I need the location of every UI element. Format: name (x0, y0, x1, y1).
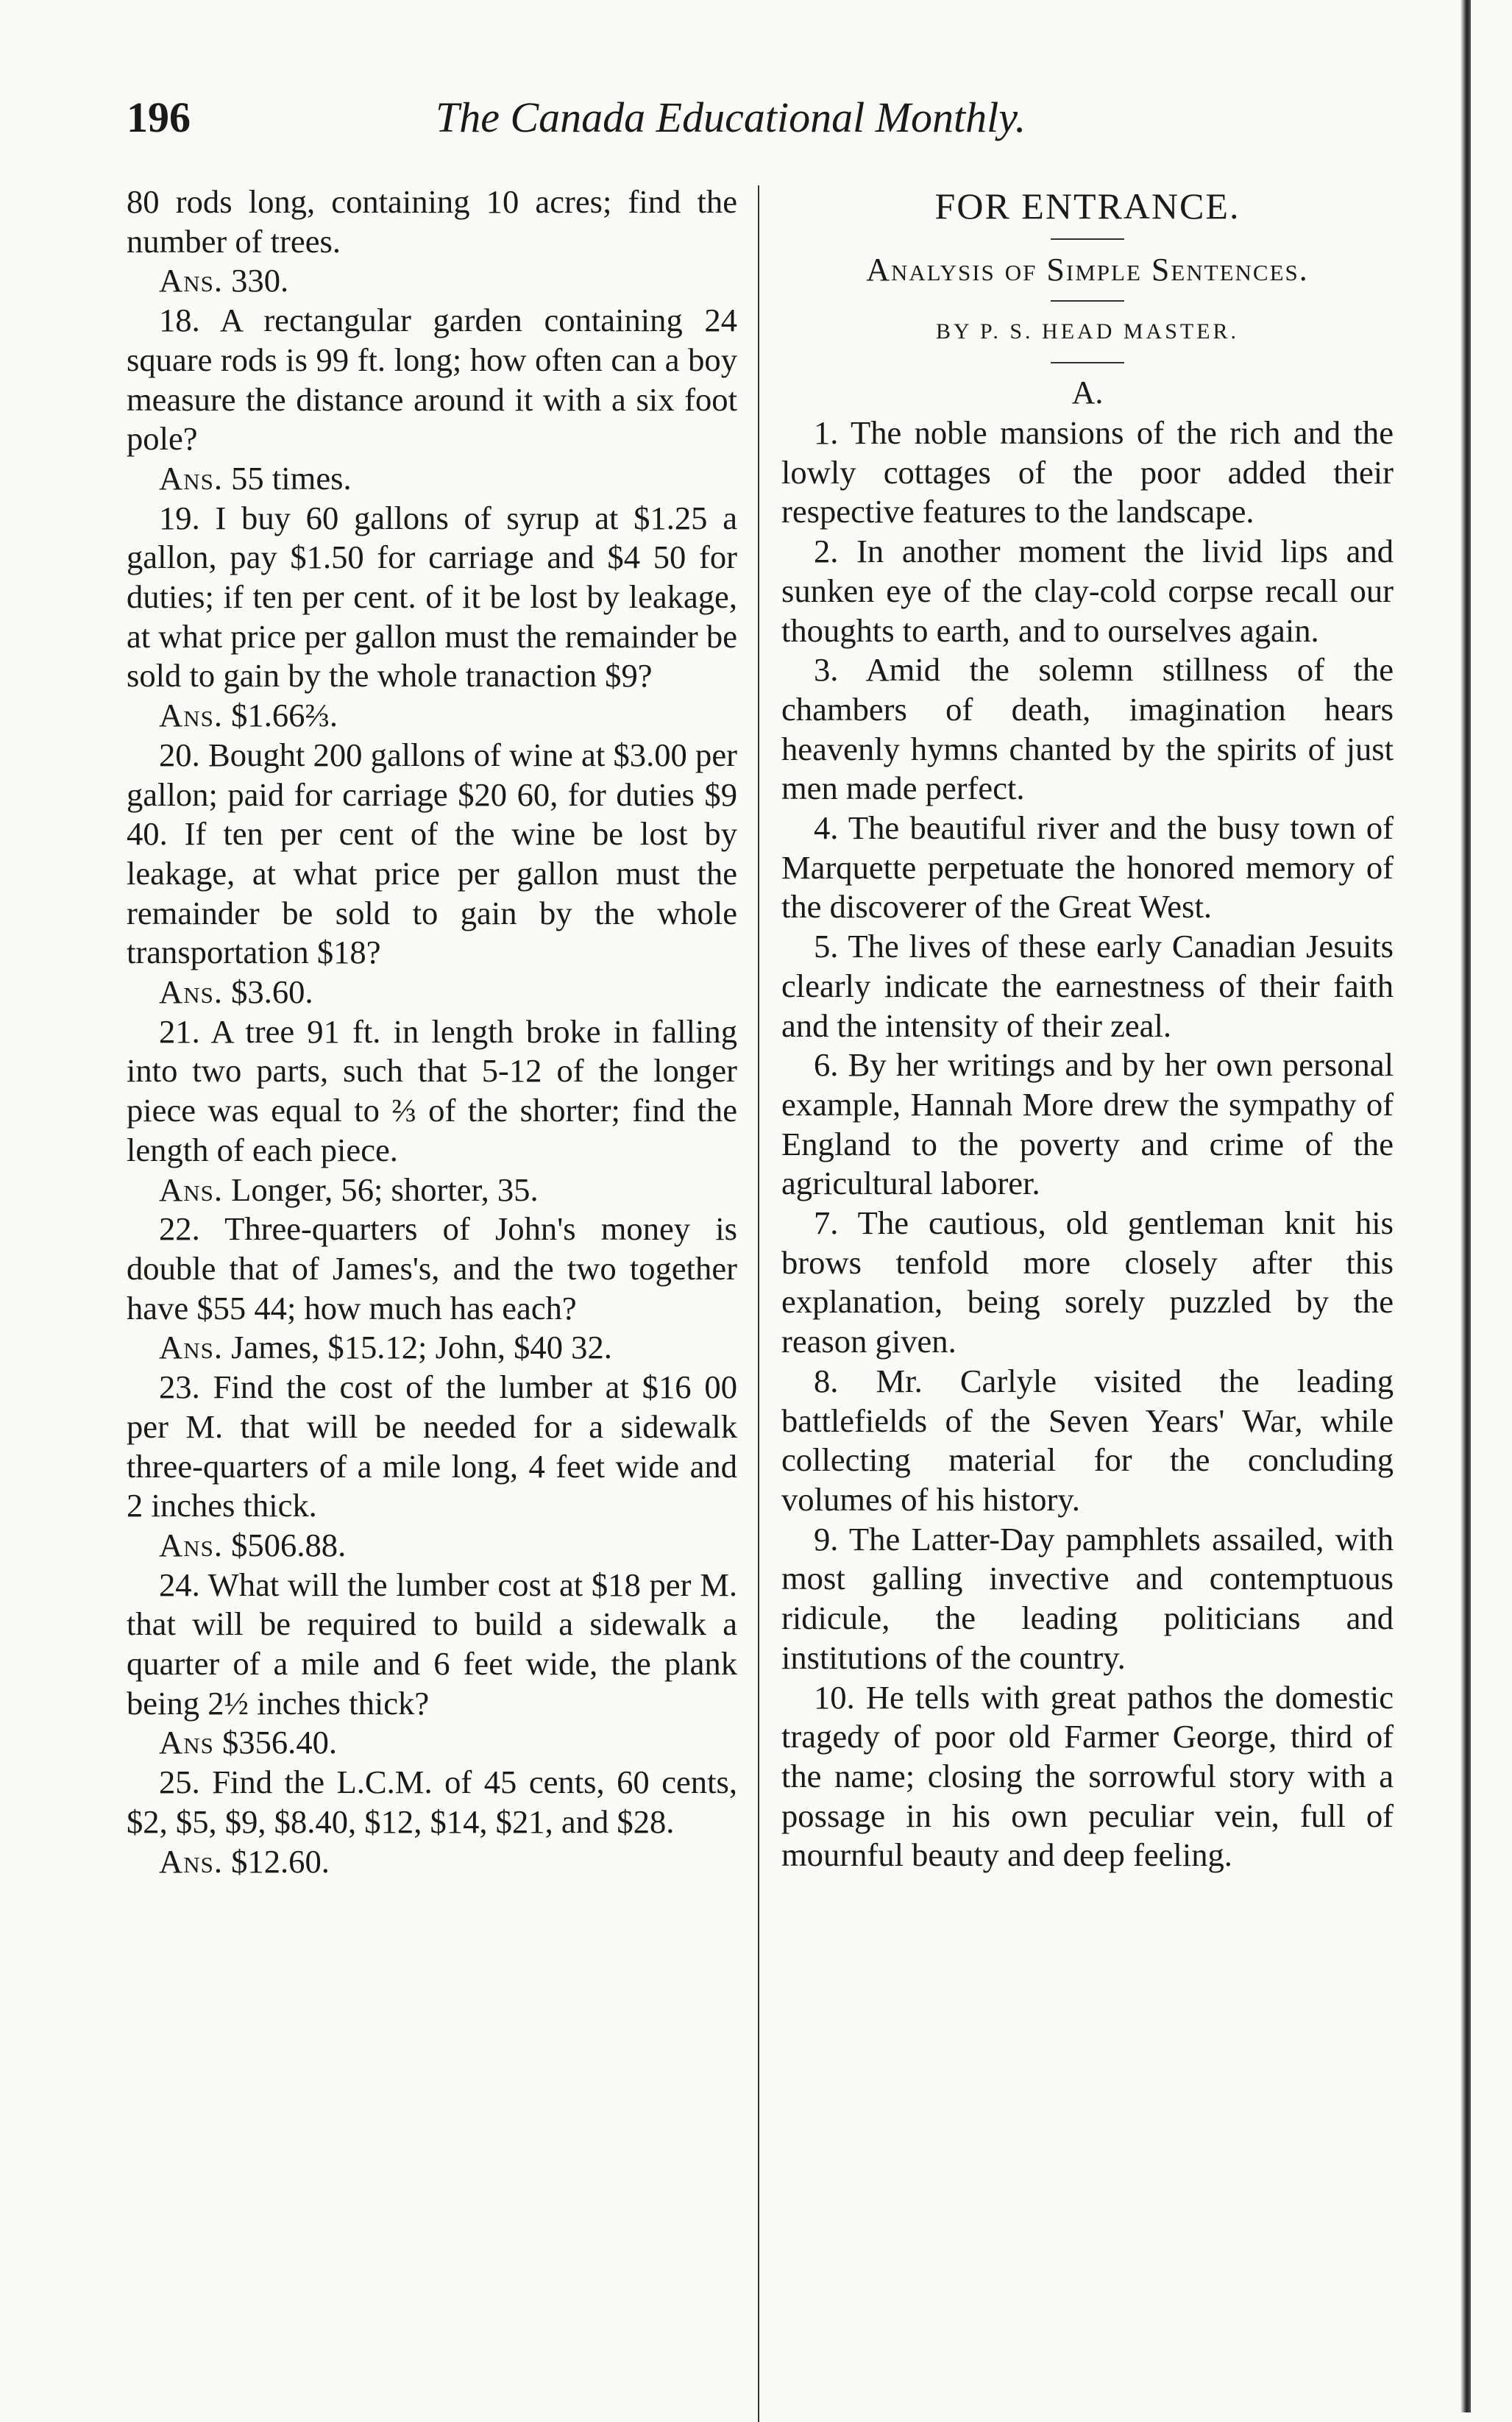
answer-label: Ans. (159, 262, 223, 299)
problem-paragraph: 23. Find the cost of the lumber at $16 00 per M. that will be needed for a sidewalk three-quarters of a mile long, 4 feet wide and 2 inches thick. (127, 1368, 737, 1524)
answer-value: $506.88. (222, 1526, 347, 1563)
sentence-item: 8. Mr. Carlyle visited the leading battlefields of the Seven Years' War, while collecting material for the concluding volumes of his history. (781, 1362, 1394, 1518)
sentence-item: 2. In another moment the livid lips and sunken eye of the clay-cold corpse recall our thoughts to earth, and to ourselves again. (781, 533, 1394, 649)
sentence-item: 9. The Latter-Day pamphlets assailed, with most galling invective and contemptuous ridicule, the leading politicians and institutions of the country. (781, 1520, 1394, 1676)
answer-value: 55 times. (222, 459, 352, 497)
problem-paragraph: 22. Three-quarters of John's money is double that of James's, and the two together have $55 44; how much has each? (127, 1210, 737, 1327)
page-edge-shadow (1460, 0, 1471, 2412)
answer-label: Ans. (159, 1329, 223, 1366)
problem-paragraph: 80 rods long, containing 10 acres; find the number of trees. (127, 183, 737, 260)
answer-line (127, 1171, 737, 1210)
problem-paragraph: 24. What will the lumber cost at $18 per M. that will be required to build a sidewalk a quarter of a mile and 6 feet wide, the plank being 2½ inches thick? (127, 1566, 737, 1722)
answer-label: Ans. (159, 1842, 223, 1880)
answer-line (127, 696, 737, 736)
section-heading: FOR ENTRANCE. (934, 185, 1241, 227)
problem-paragraph: 20. Bought 200 gallons of wine at $3.00 per gallon; paid for carriage $20 60, for duties $9 40. If ten per cent of the wine be lost by leakage, at what price per gallon must the remainder be sold to gain by the whole transportation $18? (127, 736, 737, 971)
column-divider (758, 185, 759, 2422)
section-letter: A. (1071, 374, 1104, 411)
answer-line (127, 1526, 737, 1566)
answer-label: Ans. (159, 459, 223, 497)
answer-label: Ans (159, 1724, 214, 1761)
sentence-item: 5. The lives of these early Canadian Jesuits clearly indicate the earnestness of their faith and the intensity of their zeal. (781, 928, 1394, 1044)
answer-line (127, 1328, 737, 1368)
answer-value: James, $15.12; John, $40 32. (222, 1329, 612, 1366)
page-header (127, 87, 1105, 153)
answer-line (127, 459, 737, 499)
section-subheading: Analysis of Simple Sentences. (866, 252, 1309, 288)
problem-paragraph: 21. A tree 91 ft. in length broke in falling into two parts, such that 5-12 of the longer piece was equal to ⅔ of the shorter; find the length of each piece. (127, 1012, 737, 1168)
sentence-item: 10. He tells with great pathos the domestic tragedy of poor old Farmer George, third of the name; closing the sorrowful story with a possage in his own peculiar vein, full of mournful beauty and deep feeling. (781, 1678, 1394, 1874)
answer-value: $1.66⅔. (222, 697, 338, 734)
short-rule (1051, 362, 1124, 363)
byline: BY P. S. HEAD MASTER. (935, 319, 1240, 344)
problem-paragraph: 18. A rectangular garden containing 24 square rods is 99 ft. long; how often can a boy measure the distance around it with a six foot pole? (127, 302, 737, 458)
answer-value: Longer, 56; shorter, 35. (222, 1171, 539, 1208)
answer-label: Ans. (159, 973, 223, 1011)
answer-line (127, 261, 737, 301)
short-rule (1051, 238, 1124, 240)
sentence-item: 7. The cautious, old gentleman knit his brows tenfold more closely after this explanation, being sorely puzzled by the reason given. (781, 1204, 1394, 1360)
sentence-item: 3. Amid the solemn stillness of the chambers of death, imagination hears heavenly hymns chanted by the spirits of just men made perfect. (781, 651, 1394, 807)
sentence-item: 1. The noble mansions of the rich and the lowly cottages of the poor added their respective features to the landscape. (781, 414, 1394, 530)
page-number: 196 (127, 93, 191, 141)
answer-value: $3.60. (222, 973, 313, 1011)
answer-line (127, 1723, 737, 1763)
answer-label: Ans. (159, 1526, 223, 1563)
answer-line (127, 973, 737, 1012)
left-column (127, 182, 737, 1881)
answer-line (127, 1842, 737, 1882)
sentence-item: 6. By her writings and by her own personal example, Hannah More drew the sympathy of England to the poverty and crime of the agricultural laborer. (781, 1046, 1394, 1202)
problem-paragraph: 25. Find the L.C.M. of 45 cents, 60 cents, $2, $5, $9, $8.40, $12, $14, $21, and $28. (127, 1764, 737, 1840)
answer-value: $12.60. (222, 1842, 330, 1880)
sentence-item: 4. The beautiful river and the busy town of Marquette perpetuate the honored memory of the discoverer of the Great West. (781, 809, 1394, 926)
right-column (781, 182, 1394, 1875)
short-rule (1051, 300, 1124, 302)
answer-label: Ans. (159, 1171, 223, 1208)
answer-label: Ans. (159, 697, 223, 734)
running-title: The Canada Educational Monthly. (436, 93, 1026, 141)
answer-value: 330. (222, 262, 289, 299)
problem-paragraph: 19. I buy 60 gallons of syrup at $1.25 a gallon, pay $1.50 for carriage and $4 50 for duties; if ten per cent. of it be lost by leakage, at what price per gallon must the remainder be sold to gain by the whole tranaction $9? (127, 499, 737, 695)
answer-value: $356.40. (213, 1724, 338, 1761)
